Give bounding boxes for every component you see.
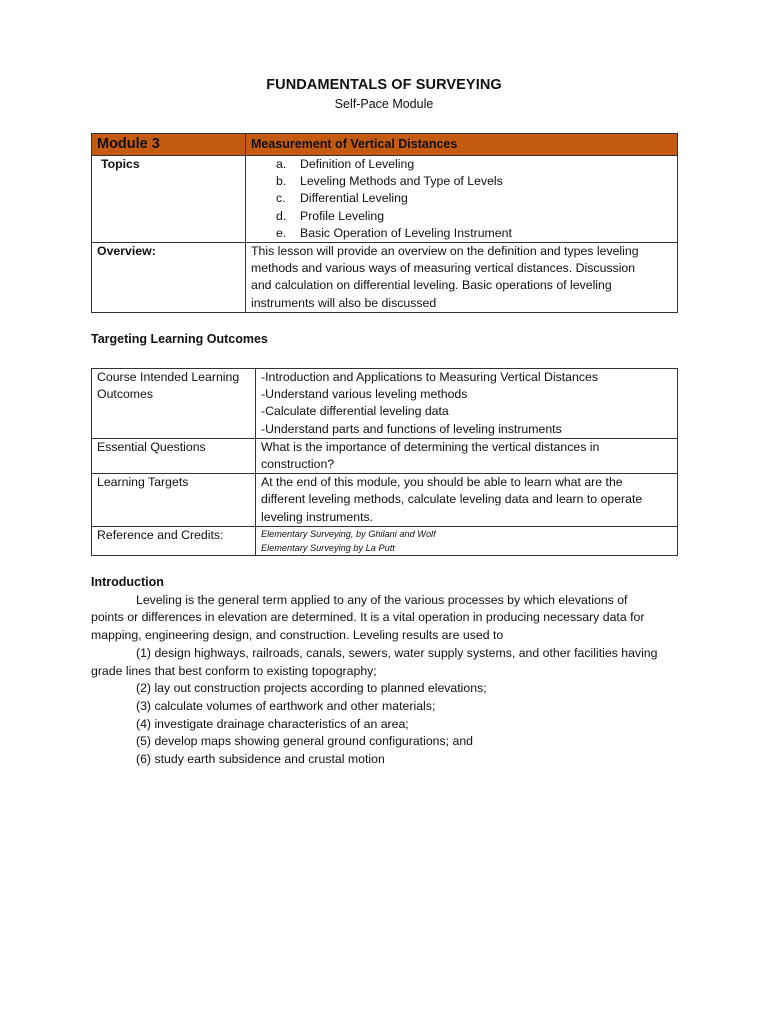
intro-item: (3) calculate volumes of earthwork and other materials; bbox=[136, 698, 436, 713]
topics-label bbox=[92, 156, 246, 243]
topics-list bbox=[251, 156, 672, 242]
overview-line: and calculation on differential leveling. Basic operations of leveling bbox=[251, 278, 612, 293]
document-subtitle: Self-Pace Module bbox=[334, 97, 434, 111]
row-value-line: -Introduction and Applications to Measuring Vertical Distances bbox=[261, 370, 598, 384]
topic-marker: d. bbox=[276, 208, 287, 223]
topic-text: Leveling Methods and Type of Levels bbox=[300, 174, 503, 189]
row-value bbox=[256, 474, 678, 527]
reference-label: Reference and Credits: bbox=[92, 526, 256, 555]
outcomes-row-essential-questions bbox=[92, 438, 678, 473]
row-value bbox=[256, 369, 678, 439]
module-title: Measurement of Vertical Distances bbox=[251, 137, 458, 151]
topic-item bbox=[276, 156, 672, 173]
reference-list bbox=[256, 526, 678, 555]
reference-item: Elementary Surveying by La Putt bbox=[261, 542, 395, 553]
module-table bbox=[91, 133, 678, 313]
module-label: Module 3 bbox=[97, 136, 160, 152]
row-value-line: different leveling methods, calculate leveling data and learn to operate bbox=[261, 492, 643, 507]
outcomes-row-cilo bbox=[92, 369, 678, 439]
topic-text: Profile Leveling bbox=[300, 208, 385, 223]
topics-cell bbox=[246, 156, 678, 243]
topic-item bbox=[276, 173, 672, 190]
row-value bbox=[256, 438, 678, 473]
outcomes-heading: Targeting Learning Outcomes bbox=[91, 332, 268, 346]
topic-item bbox=[276, 190, 672, 207]
outcomes-table bbox=[91, 368, 678, 556]
topic-text: Basic Operation of Leveling Instrument bbox=[300, 225, 512, 240]
intro-item: (5) develop maps showing general ground configurations; and bbox=[136, 734, 474, 749]
row-value-line: At the end of this module, you should be able to learn what are the bbox=[261, 475, 623, 490]
row-value-line: What is the importance of determining the vertical distances in bbox=[261, 439, 600, 454]
topic-marker: c. bbox=[276, 191, 286, 206]
intro-line: points or differences in elevation are determined. It is a vital operation in producing necessary data for bbox=[91, 610, 645, 625]
reference-item: Elementary Surveying, by Ghilani and Wolf bbox=[261, 528, 436, 539]
overview-row bbox=[92, 243, 678, 313]
topic-text: Differential Leveling bbox=[300, 191, 408, 206]
module-header-row bbox=[92, 134, 678, 156]
row-value-line: -Understand parts and functions of leveling instruments bbox=[261, 421, 562, 436]
module-title-cell bbox=[246, 134, 678, 156]
row-value-line: construction? bbox=[261, 457, 335, 472]
outcomes-row-learning-targets bbox=[92, 474, 678, 527]
topic-item bbox=[276, 208, 672, 225]
overview-line: instruments will also be discussed bbox=[251, 295, 437, 310]
topic-item bbox=[276, 225, 672, 242]
intro-item: (6) study earth subsidence and crustal motion bbox=[136, 752, 385, 767]
row-label bbox=[92, 438, 256, 473]
introduction-heading: Introduction bbox=[91, 575, 164, 589]
topic-marker: e. bbox=[276, 225, 287, 240]
topic-text: Definition of Leveling bbox=[300, 157, 415, 171]
row-label bbox=[92, 369, 256, 439]
row-label-line: Learning Targets bbox=[97, 475, 189, 490]
module-label-cell bbox=[92, 134, 246, 156]
row-value-line: -Calculate differential leveling data bbox=[261, 404, 449, 419]
intro-line: mapping, engineering design, and construction. Leveling results are used to bbox=[91, 628, 504, 643]
intro-item: (1) design highways, railroads, canals, sewers, water supply systems, and other facilities having bbox=[136, 645, 658, 660]
overview-label: Overview: bbox=[92, 243, 246, 313]
row-label bbox=[92, 474, 256, 527]
row-label-line: Essential Questions bbox=[97, 439, 206, 454]
document-title: FUNDAMENTALS OF SURVEYING bbox=[266, 77, 502, 93]
row-value-line: -Understand various leveling methods bbox=[261, 387, 468, 402]
row-value-line: leveling instruments. bbox=[261, 509, 374, 524]
outcomes-row-references bbox=[92, 526, 678, 555]
overview-line: methods and various ways of measuring vertical distances. Discussion bbox=[251, 261, 636, 276]
intro-item: (4) investigate drainage characteristics of an area; bbox=[136, 716, 409, 731]
row-label-line: Outcomes bbox=[97, 387, 154, 402]
intro-line: Leveling is the general term applied to any of the various processes by which elevations of bbox=[136, 592, 628, 607]
topics-row bbox=[92, 156, 678, 243]
topics-label-text: Topics bbox=[101, 157, 140, 171]
overview-text bbox=[246, 243, 678, 313]
introduction-section bbox=[91, 574, 681, 769]
intro-item: (2) lay out construction projects according to planned elevations; bbox=[136, 681, 487, 696]
row-label-line: Course Intended Learning bbox=[97, 370, 240, 384]
intro-item-continuation: grade lines that best conform to existing topography; bbox=[91, 663, 377, 678]
topic-marker: a. bbox=[276, 157, 287, 171]
overview-line: This lesson will provide an overview on the definition and types leveling bbox=[251, 244, 639, 259]
topic-marker: b. bbox=[276, 174, 287, 189]
